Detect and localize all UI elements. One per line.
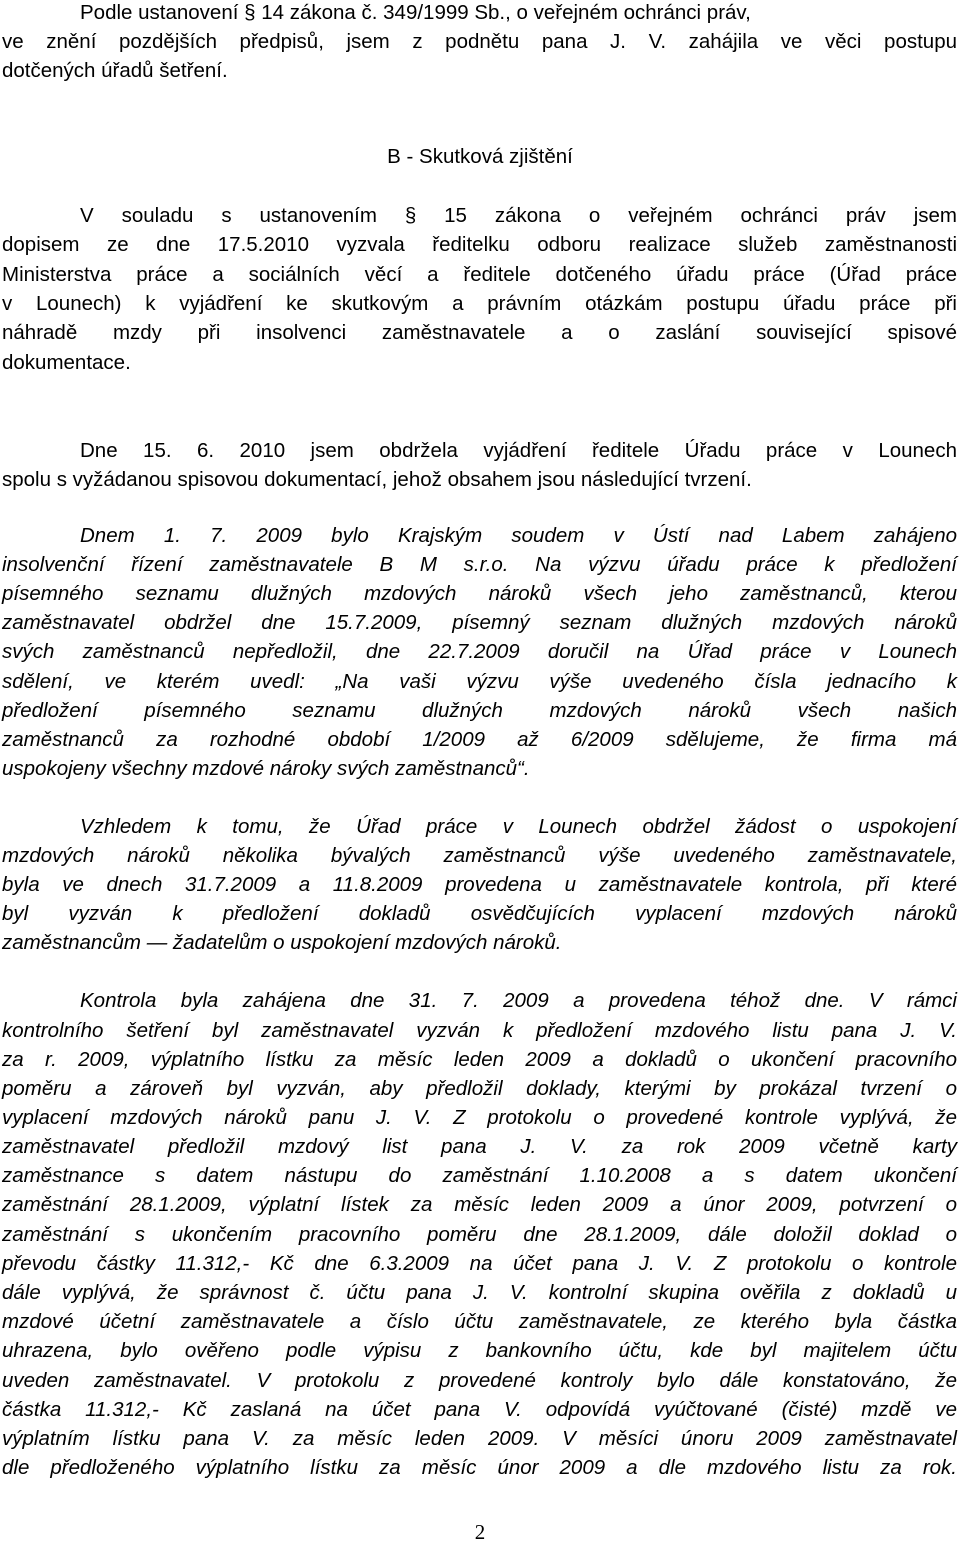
paragraph-6-line-12: mzdové účetní zaměstnavatele a číslo účtu zaměstnavatele, ze kterého byla částka bbox=[2, 1310, 957, 1333]
paragraph-1-line-1: Podle ustanovení § 14 zákona č. 349/1999 Sb., o veřejném ochránci práv, bbox=[80, 1, 751, 24]
paragraph-4-line-2: insolvenční řízení zaměstnavatele B M s.r.o. Na výzvu úřadu práce k předložení bbox=[2, 553, 957, 576]
paragraph-3-line-1: Dne 15. 6. 2010 jsem obdržela vyjádření ředitele Úřadu práce v Lounech bbox=[80, 439, 957, 462]
paragraph-6-line-4: poměru a zároveň byl vyzván, aby předložil doklady, kterými by prokázal tvrzení o bbox=[2, 1077, 957, 1100]
paragraph-4-line-9: uspokojeny všechny mzdové nároky svých zaměstnanců“. bbox=[2, 757, 530, 780]
paragraph-2-line-1: V souladu s ustanovením § 15 zákona o veřejném ochránci práv jsem bbox=[80, 204, 957, 227]
paragraph-6-line-10: převodu částky 11.312,- Kč dne 6.3.2009 na účet pana J. V. Z protokolu o kontrole bbox=[2, 1252, 957, 1275]
page-number: 2 bbox=[474, 1520, 486, 1544]
paragraph-2-line-4: v Lounech) k vyjádření ke skutkovým a právním otázkám postupu úřadu práce při bbox=[2, 292, 957, 315]
paragraph-4-line-1: Dnem 1. 7. 2009 bylo Krajským soudem v Ústí nad Labem zahájeno bbox=[80, 524, 957, 547]
paragraph-1-line-3: dotčených úřadů šetření. bbox=[2, 59, 228, 82]
paragraph-6-line-2: kontrolního šetření byl zaměstnavatel vyzván k předložení mzdového listu pana J. V. bbox=[2, 1019, 957, 1042]
paragraph-6-line-8: zaměstnání 28.1.2009, výplatní lístek za měsíc leden 2009 a únor 2009, potvrzení o bbox=[2, 1193, 957, 1216]
paragraph-6-line-13: uhrazena, bylo ověřeno podle výpisu z bankovního účtu, kde byl majitelem účtu bbox=[2, 1339, 957, 1362]
paragraph-6-line-7: zaměstnance s datem nástupu do zaměstnání 1.10.2008 a s datem ukončení bbox=[2, 1164, 957, 1187]
paragraph-2-line-3: Ministerstva práce a sociálních věcí a ředitele dotčeného úřadu práce (Úřad práce bbox=[2, 263, 957, 286]
paragraph-6-line-14: uveden zaměstnavatel. V protokolu z provedené kontroly bylo dále konstatováno, že bbox=[2, 1369, 957, 1392]
paragraph-4-line-4: zaměstnavatel obdržel dne 15.7.2009, písemný seznam dlužných mzdových nároků bbox=[2, 611, 957, 634]
paragraph-4-line-5: svých zaměstnanců nepředložil, dne 22.7.2009 doručil na Úřad práce v Lounech bbox=[2, 640, 957, 663]
paragraph-5-line-5: zaměstnancům — žadatelům o uspokojení mzdových nároků. bbox=[2, 931, 562, 954]
paragraph-6-line-3: za r. 2009, výplatního lístku za měsíc leden 2009 a dokladů o ukončení pracovního bbox=[2, 1048, 957, 1071]
paragraph-2-line-2: dopisem ze dne 17.5.2010 vyzvala ředitelku odboru realizace služeb zaměstnanosti bbox=[2, 233, 957, 256]
paragraph-5-line-3: byla ve dnech 31.7.2009 a 11.8.2009 provedena u zaměstnavatele kontrola, při které bbox=[2, 873, 957, 896]
paragraph-5-line-1: Vzhledem k tomu, že Úřad práce v Lounech obdržel žádost o uspokojení bbox=[80, 815, 957, 838]
section-heading: B - Skutková zjištění bbox=[387, 145, 573, 168]
paragraph-4-line-8: zaměstnanců za rozhodné období 1/2009 až 6/2009 sdělujeme, že firma má bbox=[2, 728, 957, 751]
paragraph-2-line-6: dokumentace. bbox=[2, 351, 131, 374]
paragraph-3-line-2: spolu s vyžádanou spisovou dokumentací, jehož obsahem jsou následující tvrzení. bbox=[2, 468, 752, 491]
paragraph-6-line-15: částka 11.312,- Kč zaslaná na účet pana V. odpovídá vyúčtované (čisté) mzdě ve bbox=[2, 1398, 957, 1421]
paragraph-6-line-6: zaměstnavatel předložil mzdový list pana J. V. za rok 2009 včetně karty bbox=[2, 1135, 957, 1158]
paragraph-4-line-3: písemného seznamu dlužných mzdových nároků všech jeho zaměstnanců, kterou bbox=[2, 582, 957, 605]
paragraph-6-line-17: dle předloženého výplatního lístku za měsíc únor 2009 a dle mzdového listu za rok. bbox=[2, 1456, 957, 1479]
paragraph-2-line-5: náhradě mzdy při insolvenci zaměstnavatele a o zaslání související spisové bbox=[2, 321, 957, 344]
paragraph-5-line-4: byl vyzván k předložení dokladů osvědčujících vyplacení mzdových nároků bbox=[2, 902, 957, 925]
paragraph-6-line-5: vyplacení mzdových nároků panu J. V. Z protokolu o provedené kontrole vyplývá, že bbox=[2, 1106, 957, 1129]
paragraph-6-line-1: Kontrola byla zahájena dne 31. 7. 2009 a provedena téhož dne. V rámci bbox=[80, 989, 957, 1012]
paragraph-6-line-11: dále vyplývá, že správnost č. účtu pana J. V. kontrolní skupina ověřila z dokladů u bbox=[2, 1281, 957, 1304]
paragraph-4-line-6: sdělení, ve kterém uvedl: „Na vaši výzvu výše uvedeného čísla jednacího k bbox=[2, 670, 957, 693]
paragraph-5-line-2: mzdových nároků několika bývalých zaměstnanců výše uvedeného zaměstnavatele, bbox=[2, 844, 957, 867]
paragraph-6-line-9: zaměstnání s ukončením pracovního poměru dne 28.1.2009, dále doložil doklad o bbox=[2, 1223, 957, 1246]
paragraph-6-line-16: výplatním lístku pana V. za měsíc leden 2009. V měsíci únoru 2009 zaměstnavatel bbox=[2, 1427, 957, 1450]
paragraph-4-line-7: předložení písemného seznamu dlužných mzdových nároků všech našich bbox=[2, 699, 957, 722]
paragraph-1-line-2: ve znění pozdějších předpisů, jsem z podnětu pana J. V. zahájila ve věci postupu bbox=[2, 30, 957, 53]
